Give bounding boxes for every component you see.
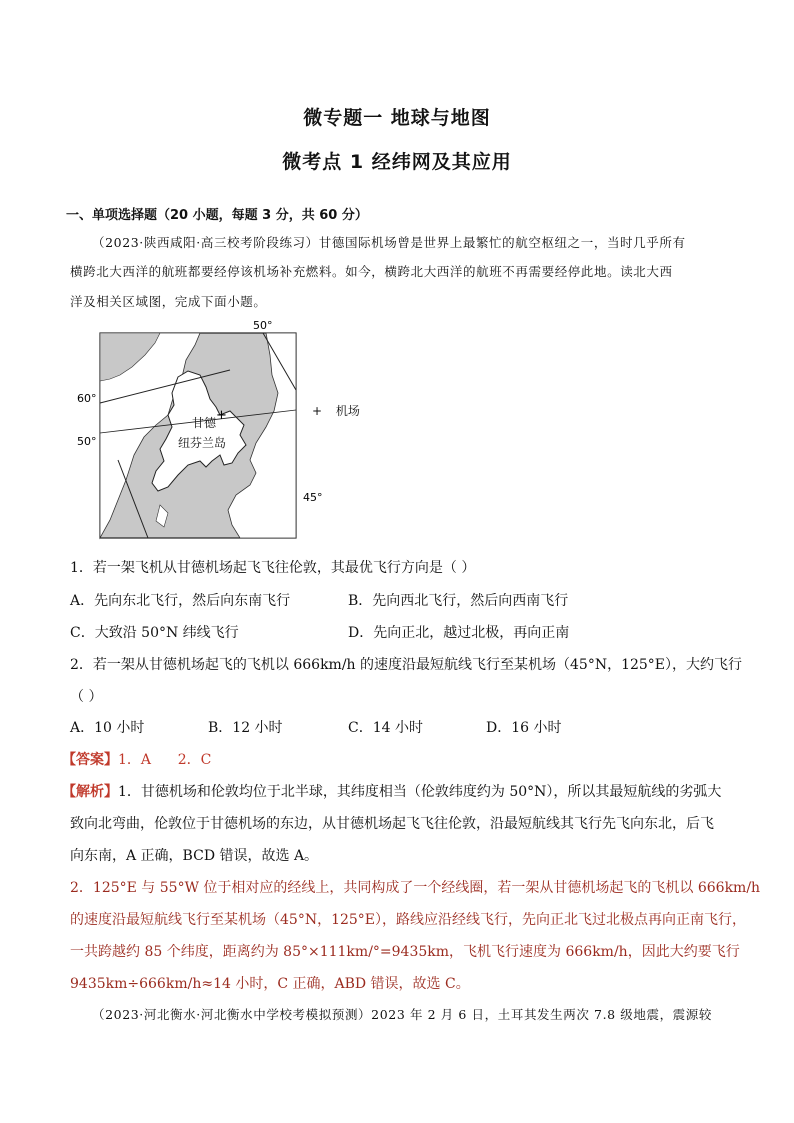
q1-option-d: D．先向正北，越过北极，再向正南 [348,625,570,641]
intro-line-1: （2023·陕西咸阳·高三校考阶段练习）甘德国际机场曾是世界上最繁忙的航空枢纽之一，当时几乎所有 [92,235,686,250]
intro-line-3: 洋及相关区域图，完成下面小题。 [70,294,267,309]
analysis-p2-line-3: 一共跨越约 85 个纬度，距离约为 85°×111km/°=9435km，飞机飞行速度为 666km/h，因此大约要飞行 [70,944,740,960]
lat-label-50: 50° [77,435,97,448]
page-title: 微专题一 地球与地图 [303,107,491,129]
analysis-line-1 [62,781,721,801]
analysis-p2-line-4: 9435km÷666km/h≈14 小时，C 正确，ABD 错误，故选 C。 [70,976,470,992]
question-2-stem-line-1: 2．若一架从甘德机场起飞的飞机以 666km/h 的速度沿最短航线飞行至某机场（45°N，125°E），大约飞行 [70,657,743,673]
analysis-tag: 【解析】 [62,784,118,800]
airport-marker-icon: + [216,408,227,423]
analysis-p1-line-2: 致向北弯曲，伦敦位于甘德机场的东边，从甘德机场起飞飞往伦敦，沿最短航线其飞行先飞向东北，后飞 [70,816,714,832]
question-2-stem-line-2: （ ） [70,689,103,705]
intro-line-2: 横跨北大西洋的航班都要经停该机场补充燃料。如今，横跨北大西洋的航班不再需要经停此地。读北大西 [70,264,673,279]
section-heading: 一、单项选择题（20 小题，每题 3 分，共 60 分） [66,208,368,223]
analysis-p2-line-1: 2．125°E 与 55°W 位于相对应的经线上，共同构成了一个经线圈，若一架从甘德机场起飞的飞机以 666km/h [70,880,761,896]
answer-line [62,749,211,769]
island-label: 纽芬兰岛 [178,436,227,450]
lat-label-60: 60° [77,392,97,405]
north-atlantic-map [60,315,380,545]
q1-option-c: C．大致沿 50°N 纬线飞行 [70,625,239,641]
legend-airport-icon: + [312,404,323,418]
q2-option-d: D．16 小时 [486,720,562,736]
analysis-p1-line-1: 1．甘德机场和伦敦均位于北半球，其纬度相当（伦敦纬度约为 50°N），所以其最短航线的劣弧大 [118,784,722,800]
analysis-p1-line-3: 向东南，A 正确，BCD 错误，故选 A。 [70,848,319,864]
analysis-p2-line-2: 的速度沿最短航线飞行至某机场（45°N，125°E），路线应沿经线飞行，先向正北飞过北极点再向正南飞行， [70,912,747,928]
q2-option-c: C．14 小时 [348,720,423,736]
q1-option-b: B．先向西北飞行，然后向西南飞行 [348,593,569,609]
airport-label: 甘德 [192,416,217,430]
lat-label-top: 50° [253,319,273,332]
answer-tag: 【答案】 [62,752,118,768]
question-1-stem: 1．若一架飞机从甘德机场起飞飞往伦敦，其最优飞行方向是（ ） [70,560,476,576]
q1-option-a: A．先向东北飞行，然后向东南飞行 [70,593,291,609]
answer-text: 1．A 2．C [118,752,212,768]
lon-label-45: 45° [303,491,323,504]
map-legend [312,402,360,419]
next-intro-line-1: （2023·河北衡水·河北衡水中学校考模拟预测）2023 年 2 月 6 日，土耳其发生两次 7.8 级地震，震源较 [92,1007,712,1022]
q2-option-b: B．12 小时 [208,720,283,736]
legend-airport-label: 机场 [335,404,360,418]
q2-option-a: A．10 小时 [70,720,145,736]
page-subtitle: 微考点 1 经纬网及其应用 [282,151,512,173]
